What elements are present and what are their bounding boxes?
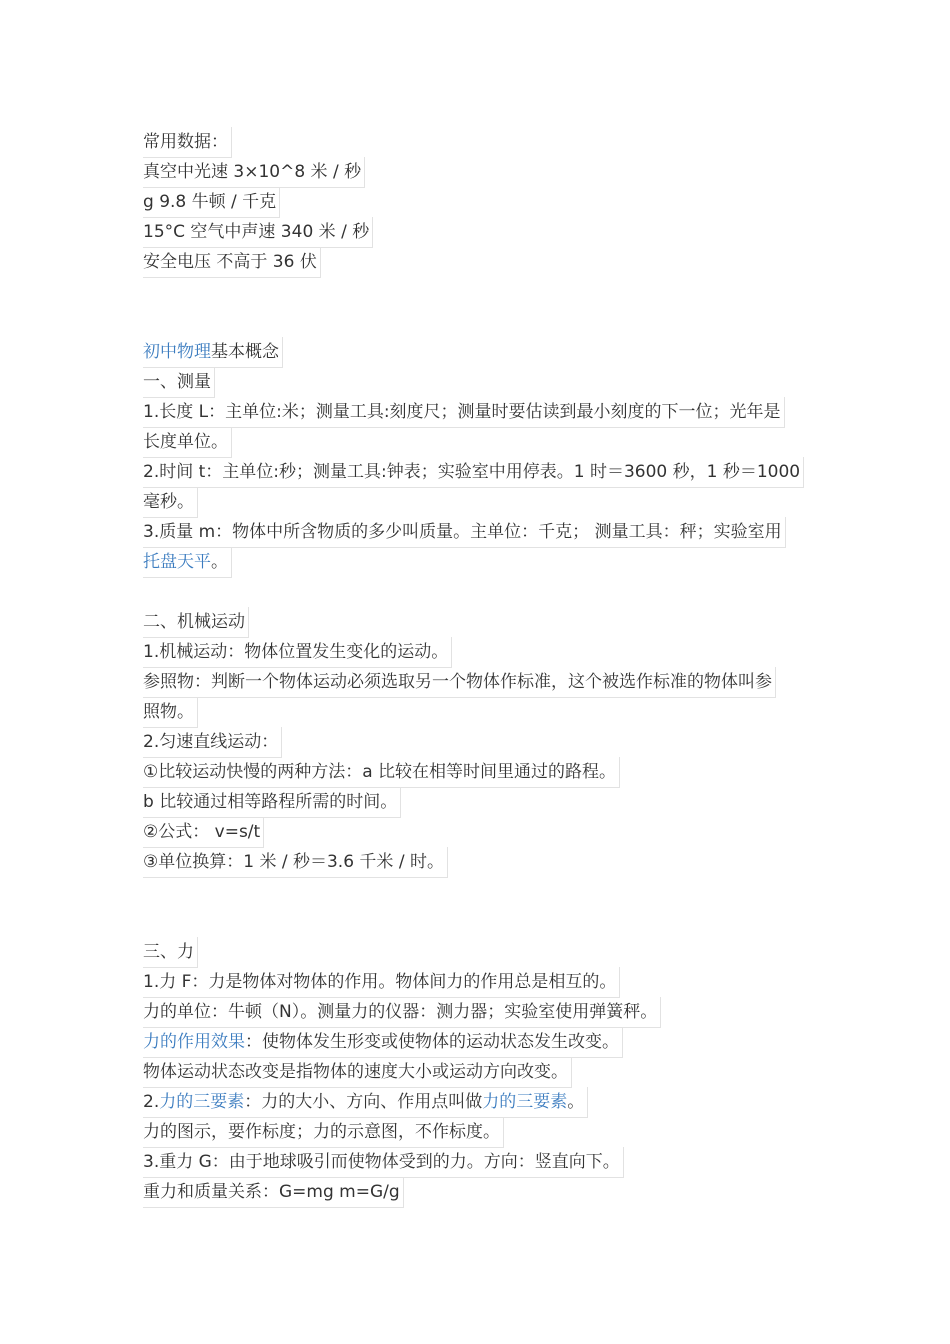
time-line-1: 2.时间 t：主单位:秒；测量工具:钟表；实验室中用停表。1 时＝3600 秒，1 秒＝1000 [143,457,813,487]
constant-g: g 9.8 牛顿 / 千克 [143,187,813,217]
force-diagram: 力的图示，要作标度；力的示意图，不作标度。 [143,1117,813,1147]
measurement-heading: 一、测量 [143,367,813,397]
force-three-elements: 2.力的三要素：力的大小、方向、作用点叫做力的三要素。 [143,1087,813,1117]
three-elements-link-2[interactable]: 力的三要素 [482,1092,568,1112]
gravity-definition: 3.重力 G：由于地球吸引而使物体受到的力。方向：竖直向下。 [143,1147,813,1177]
force-unit: 力的单位：牛顿（N）。测量力的仪器：测力器；实验室使用弹簧秤。 [143,997,813,1027]
constants-heading: 常用数据： [143,127,813,157]
motion-heading: 二、机械运动 [143,607,813,637]
length-line-1: 1.长度 L：主单位:米；测量工具:刻度尺；测量时要估读到最小刻度的下一位；光年是 [143,397,813,427]
compare-method-a: ①比较运动快慢的两种方法：a 比较在相等时间里通过的路程。 [143,757,813,787]
force-effect-link[interactable]: 力的作用效果 [143,1032,245,1052]
gravity-mass-relation: 重力和质量关系：G=mg m=G/g [143,1177,813,1207]
reference-line-2: 照物。 [143,697,813,727]
unit-conversion: ③单位换算：1 米 / 秒＝3.6 千米 / 时。 [143,847,813,877]
motion-definition: 1.机械运动：物体位置发生变化的运动。 [143,637,813,667]
balance-link[interactable]: 托盘天平 [143,552,211,572]
speed-formula: ②公式： v=s/t [143,817,813,847]
document-page [143,127,813,1207]
uniform-motion: 2.匀速直线运动： [143,727,813,757]
physics-link[interactable]: 初中物理 [143,342,211,362]
motion-state-change: 物体运动状态改变是指物体的速度大小或运动方向改变。 [143,1057,813,1087]
spacer [143,277,813,337]
force-heading: 三、力 [143,937,813,967]
compare-method-b: b 比较通过相等路程所需的时间。 [143,787,813,817]
spacer [143,577,813,607]
mass-line-2: 托盘天平。 [143,547,813,577]
force-definition: 1.力 F：力是物体对物体的作用。物体间力的作用总是相互的。 [143,967,813,997]
mass-line-1: 3.质量 m：物体中所含物质的多少叫质量。主单位：千克； 测量工具：秤；实验室用 [143,517,813,547]
constant-sound-speed: 15°C 空气中声速 340 米 / 秒 [143,217,813,247]
length-line-2: 长度单位。 [143,427,813,457]
constant-safe-voltage: 安全电压 不高于 36 伏 [143,247,813,277]
three-elements-link[interactable]: 力的三要素 [159,1092,245,1112]
spacer [143,877,813,937]
reference-line-1: 参照物：判断一个物体运动必须选取另一个物体作标准，这个被选作标准的物体叫参 [143,667,813,697]
constant-light-speed: 真空中光速 3×10^8 米 / 秒 [143,157,813,187]
time-line-2: 毫秒。 [143,487,813,517]
force-effect: 力的作用效果：使物体发生形变或使物体的运动状态发生改变。 [143,1027,813,1057]
concepts-title: 初中物理基本概念 [143,337,813,367]
